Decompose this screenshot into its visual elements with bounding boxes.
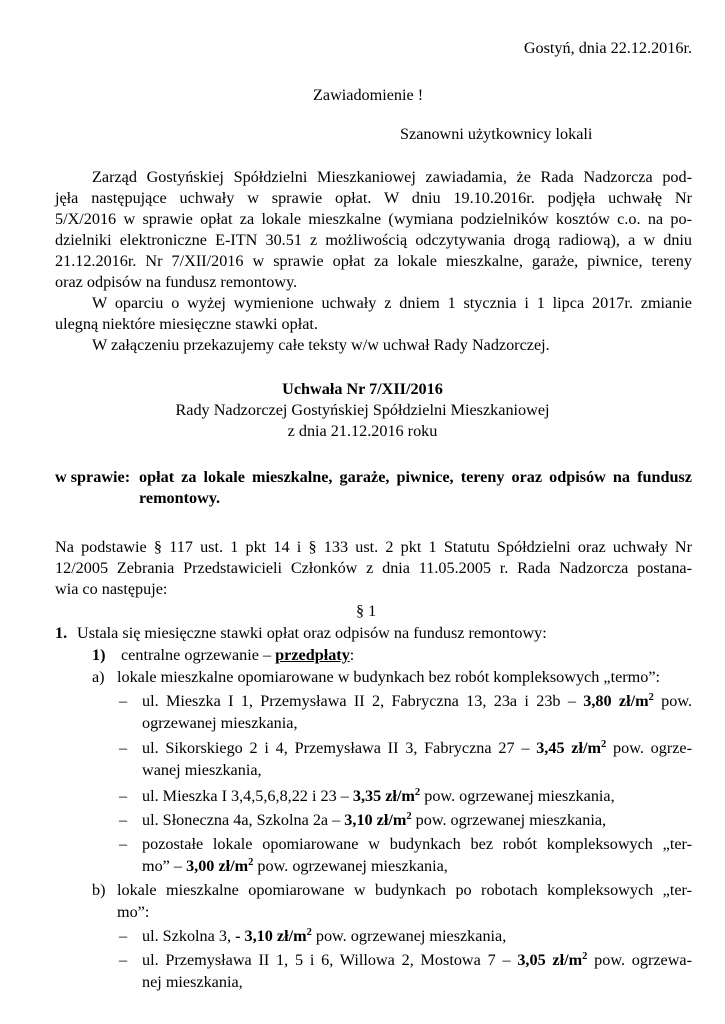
subpoint-1-colon: : xyxy=(349,646,355,664)
subpoint-1-text: centralne ogrzewanie – xyxy=(121,646,272,664)
intro-line-2: jęła następujące uchwały w sprawie opłat. W dniu 19.10.2016r. podjęła uchwałę Nr xyxy=(55,189,692,207)
intro-line-3: 5/X/2016 w sprawie opłat za lokale mieszkalne (wymiana podzielników kosztów c.o. na po- xyxy=(55,210,692,228)
item-b-text-line-2: mo”: xyxy=(117,903,150,921)
section-mark: § 1 xyxy=(356,602,377,620)
subpoint-1-number: 1) xyxy=(92,646,106,664)
a-item-4: ul. Słoneczna 4a, Szkolna 2a – 3,10 $zł/m^2$ pow. ogrzewanej mieszkania, xyxy=(142,811,607,829)
basis-line-2: 12/2005 Zebrania Przedstawicieli Członków z dnia 11.05.2005 r. Rada Nadzorcza postana- xyxy=(55,559,692,577)
resolution-issuer: Rady Nadzorczej Gostyńskiej Spółdzielni Mieszkaniowej xyxy=(175,401,550,419)
item-a-label: a) xyxy=(92,668,105,686)
a-item-2-line-1: ul. Sikorskiego 2 i 4, Przemysława II 3, Fabryczna 27 – 3,45 $zł/m^2$ pow. ogrze- xyxy=(142,739,693,757)
intro-line-7: W oparciu o wyżej wymienione uchwały z dniem 1 stycznia i 1 lipca 2017r. zmianie xyxy=(92,294,692,312)
intro-line-9: W załączeniu przekazujemy całe teksty w/w uchwał Rady Nadzorczej. xyxy=(92,336,550,354)
resolution-title: Uchwała Nr 7/XII/2016 xyxy=(282,380,443,398)
point-1-number: 1. xyxy=(55,624,68,642)
intro-line-5: 21.12.2016r. Nr 7/XII/2016 w sprawie opłat za lokale mieszkalne, garaże, piwnice, tereny xyxy=(55,252,692,270)
intro-line-1: Zarząd Gostyńskiej Spółdzielni Mieszkaniowej zawiadamia, że Rada Nadzorcza pod- xyxy=(92,168,692,186)
basis-line-3: wia co następuje: xyxy=(55,580,168,598)
dash-bullet: – xyxy=(119,811,128,829)
dash-bullet: – xyxy=(119,835,128,853)
a-item-2-line-2: wanej mieszkania, xyxy=(142,761,262,779)
salutation: Szanowni użytkownicy lokali xyxy=(400,125,593,143)
intro-line-8: ulegną niektóre miesięczne stawki opłat. xyxy=(55,315,318,333)
a-item-5-line-2: mo” – 3,00 $zł/m^2$ pow. ogrzewanej mieszkania, xyxy=(142,857,448,875)
a-item-1-line-1: ul. Mieszka I 1, Przemysława II 2, Fabryczna 13, 23a i 23b – 3,80 $zł/m^2$ pow. xyxy=(142,692,693,710)
dash-bullet: – xyxy=(119,927,128,945)
intro-line-6: oraz odpisów na fundusz remontowy. xyxy=(55,273,298,291)
b-item-1: ul. Szkolna 3, - 3,10 $zł/m^2$ pow. ogrzewanej mieszkania, xyxy=(142,927,507,945)
b-item-2-line-1: ul. Przemysława II 1, 5 i 6, Willowa 2, Mostowa 7 – 3,05 $zł/m^2$ pow. ogrzewa- xyxy=(142,951,693,969)
subpoint-1-line xyxy=(121,645,354,667)
dash-bullet: – xyxy=(119,739,128,757)
subject-line-2: remontowy. xyxy=(139,489,221,507)
resolution-date: z dnia 21.12.2016 roku xyxy=(287,422,438,440)
place-date: Gostyń, dnia 22.12.2016r. xyxy=(523,39,692,57)
item-a-text: lokale mieszkalne opomiarowane w budynkach bez robót kompleksowych „termo”: xyxy=(117,668,661,686)
notice-title: Zawiadomienie ! xyxy=(313,86,424,104)
basis-line-1: Na podstawie § 117 ust. 1 pkt 14 i § 133 ust. 2 pkt 1 Statutu Spółdzielni oraz uchwały Nr xyxy=(55,538,692,556)
dash-bullet: – xyxy=(119,692,128,710)
item-b-text-line-1: lokale mieszkalne opomiarowane w budynkach po robotach kompleksowych „ter- xyxy=(117,881,692,899)
intro-line-4: dzielniki elektroniczne E-ITN 30.51 z możliwością odczytywania drogą radiową), a w dniu xyxy=(55,231,692,249)
subject-label: w sprawie: xyxy=(55,468,131,486)
dash-bullet: – xyxy=(119,787,128,805)
a-item-3: ul. Mieszka I 3,4,5,6,8,22 i 23 – 3,35 $zł/m^2$ pow. ogrzewanej mieszkania, xyxy=(142,787,615,805)
subject-line-1: opłat za lokale mieszkalne, garaże, piwnice, tereny oraz odpisów na fundusz xyxy=(139,468,692,486)
a-item-5-line-1: pozostałe lokale opomiarowane w budynkach bez robót kompleksowych „ter- xyxy=(142,835,692,853)
subpoint-1-emphasis: przedpłaty xyxy=(275,646,350,664)
a-item-1-line-2: ogrzewanej mieszkania, xyxy=(142,714,298,732)
point-1-text: Ustala się miesięczne stawki opłat oraz odpisów na fundusz remontowy: xyxy=(77,624,547,642)
dash-bullet: – xyxy=(119,951,128,969)
b-item-2-line-2: nej mieszkania, xyxy=(142,973,243,991)
item-b-label: b) xyxy=(92,881,106,899)
